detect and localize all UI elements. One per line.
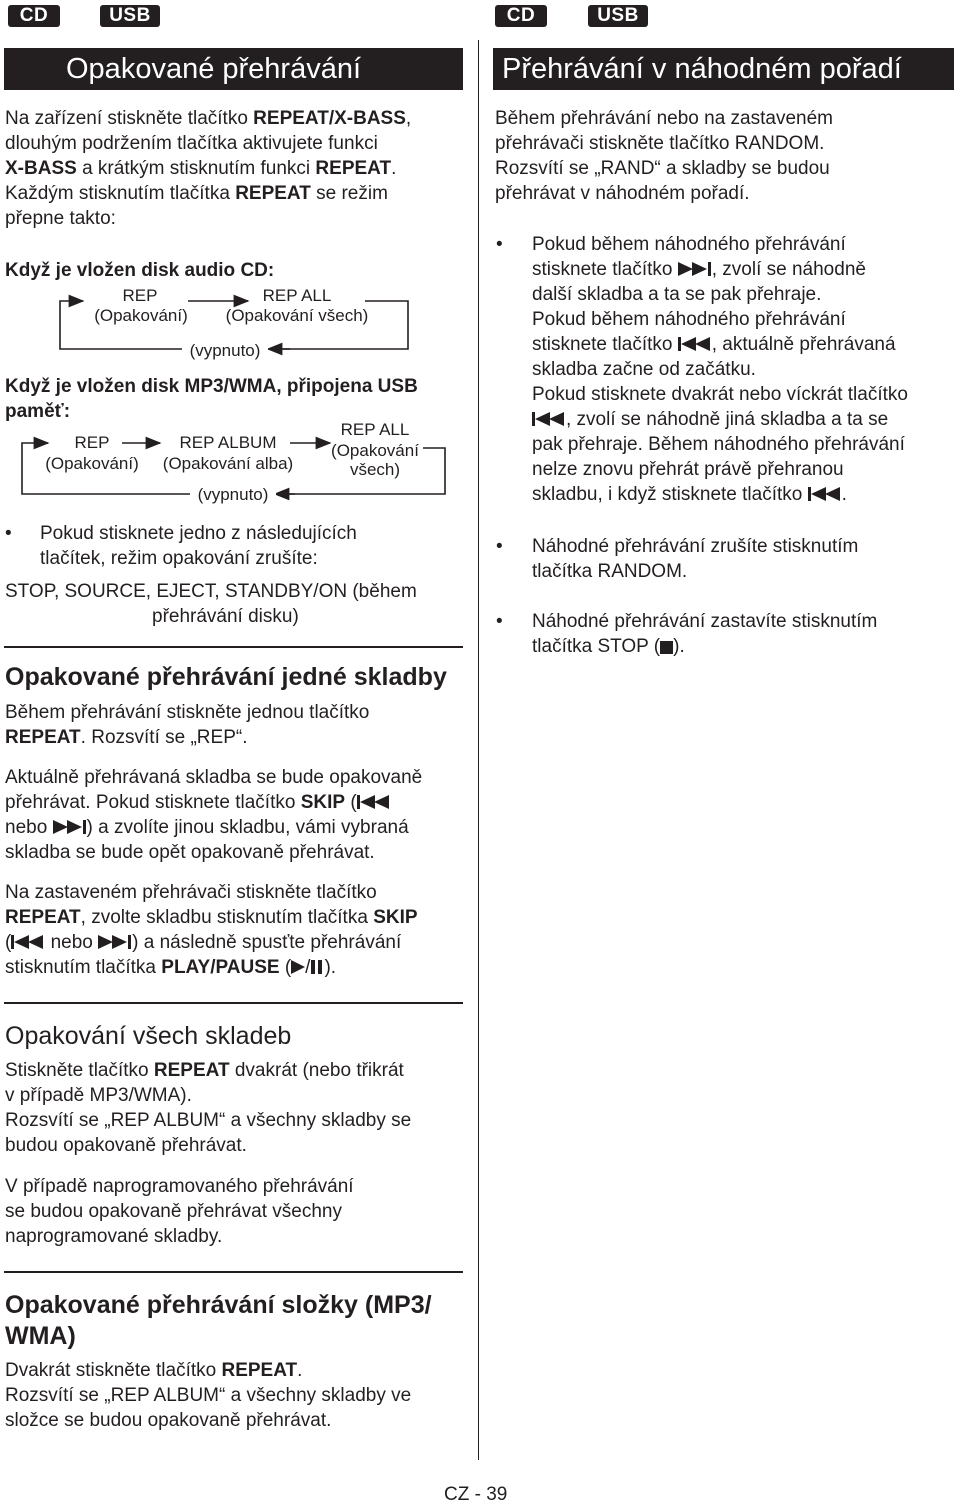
folder-line-3: složce se budou opakovaně přehrávat. [5,1410,332,1431]
rb1-line-6: skladba začne od začátku. [532,359,756,380]
folder-line-2: Rozsvítí se „REP ALBUM“ a všechny skladby ve [5,1385,412,1406]
page-number: CZ - 39 [444,1484,508,1505]
single-line-5: nebo ) a zvolíte jinou skladbu, vámi vybraná [5,817,409,838]
rb1-line-9: pak přehraje. Během náhodného přehrávání [532,434,905,455]
rb3-line-2: tlačítka STOP ( ). [532,636,685,657]
cd-badge-right: CD [495,5,547,27]
random-bullet-3-dot: • [496,611,503,632]
previous-track-icon [808,486,842,502]
mp3-rep-all-sub-2: všech) [349,460,401,479]
all-line-4: budou opakovaně přehrávat. [5,1135,247,1156]
cancel-bullet-dot: • [5,523,12,544]
single-line-9: ( nebo ) a následně spusťte přehrávání [5,932,402,953]
rb3-line-1: Náhodné přehrávání zastavíte stisknutím [532,611,878,632]
next-track-icon [53,819,87,835]
random-intro-1: Během přehrávání nebo na zastaveném [495,108,833,129]
cd-rep-sub: (Opakování) [94,306,188,325]
rb1-line-3: další skladba a ta se pak přehraje. [532,284,822,305]
divider-3 [4,1271,463,1273]
next-track-icon [98,934,132,950]
intro-line-2: dlouhým podržením tlačítka aktivujete funkci [5,133,378,154]
all-line-3: Rozsvítí se „REP ALBUM“ a všechny skladby se [5,1110,412,1131]
section-title-repeat [4,48,463,90]
divider-1 [4,646,463,648]
rb1-line-11: skladbu, i když stisknete tlačítko . [532,484,847,505]
folder-line-1: Dvakrát stiskněte tlačítko REPEAT. [5,1360,303,1381]
rb1-line-1: Pokud během náhodného přehrávání [532,234,846,255]
rb1-line-2: stisknete tlačítko , zvolí se náhodně [532,259,866,280]
mp3-mode-heading-1: Když je vložen disk MP3/WMA, připojena USB [5,376,418,397]
single-line-3: Aktuálně přehrávaná skladba se bude opakovaně [5,767,423,788]
single-line-2: REPEAT. Rozsvítí se „REP“. [5,727,248,748]
single-line-10: stisknutím tlačítka PLAY/PAUSE ( / ). [5,957,337,978]
mp3-rep-all-sub-1: (Opakování [331,441,419,460]
single-line-4: přehrávat. Pokud stisknete tlačítko SKIP ( [5,790,391,815]
single-line-1: Během přehrávání stiskněte jednou tlačítko [5,702,370,723]
random-intro-2: přehrávači stiskněte tlačítko RANDOM. [495,133,825,154]
rb2-line-2: tlačítka RANDOM. [532,561,688,582]
rb2-line-1: Náhodné přehrávání zrušíte stisknutím [532,536,859,557]
cd-rep-label: REP [122,286,158,305]
cancel-buttons-line-1: STOP, SOURCE, EJECT, STANDBY/ON (během [5,581,417,602]
mp3-rep-label: REP [74,433,110,452]
mp3-rep-sub: (Opakování) [45,454,139,473]
repeat-all-heading: Opakování všech skladeb [5,1022,292,1050]
intro-line-5: přepne takto: [5,208,116,229]
column-divider [478,40,479,1460]
cancel-bullet-line-2: tlačítek, režim opakování zrušíte: [40,548,318,569]
cancel-bullet-line-1: Pokud stisknete jedno z následujících [40,523,357,544]
section-title-random-text: Přehrávání v náhodném pořadí [502,53,902,85]
all-line-7: naprogramované skladby. [5,1226,223,1247]
single-line-7: Na zastaveném přehrávači stiskněte tlačítko [5,882,377,903]
all-line-1: Stiskněte tlačítko REPEAT dvakrát (nebo třikrát [5,1060,404,1081]
random-intro-4: přehrávat v náhodném pořadí. [495,183,750,204]
rb1-line-5: stisknete tlačítko , aktuálně přehrávaná [532,334,896,355]
random-bullet-1-dot: • [496,234,503,255]
all-line-5: V případě naprogramovaného přehrávání [5,1176,354,1197]
cancel-buttons-line-2: přehrávání disku) [152,606,299,627]
single-line-8: REPEAT, zvolte skladbu stisknutím tlačítka SKIP [5,907,418,928]
single-line-6: skladba se bude opět opakovaně přehrávat. [5,842,375,863]
folder-repeat-heading-1: Opakované přehrávání složky (MP3/ [5,1291,432,1319]
pause-icon [310,959,324,975]
all-line-2: v případě MP3/WMA). [5,1085,192,1106]
mp3-off-label: (vypnuto) [190,484,276,505]
previous-track-icon [678,336,712,352]
mp3-rep-all-label: REP ALL [340,420,410,439]
random-intro-3: Rozsvítí se „RAND“ a skladby se budou [495,158,830,179]
previous-track-icon [532,411,566,427]
intro-line-1: Na zařízení stiskněte tlačítko REPEAT/X-BASS, [5,108,412,129]
rb1-line-4: Pokud během náhodného přehrávání [532,309,846,330]
play-icon [291,959,305,975]
random-bullet-2-dot: • [496,536,503,557]
rb1-line-7: Pokud stisknete dvakrát nebo víckrát tlačítko [532,384,908,405]
mp3-rep-album-sub: (Opakování alba) [162,454,294,473]
all-line-6: se budou opakovaně přehrávat všechny [5,1201,342,1222]
cd-rep-all-label: REP ALL [262,286,332,305]
usb-badge-left: USB [100,5,160,27]
intro-line-4: Každým stisknutím tlačítka REPEAT se režim [5,183,388,204]
divider-2 [4,1002,463,1004]
mp3-rep-album-label: REP ALBUM [179,433,277,452]
next-track-icon [678,261,712,277]
single-repeat-heading: Opakované přehrávání jedné skladby [5,663,447,691]
rb1-line-8: , zvolí se náhodně jiná skladba a ta se [532,407,888,432]
previous-track-icon [11,934,45,950]
previous-track-icon [357,794,391,810]
section-title-random [493,48,954,90]
intro-line-3: X-BASS a krátkým stisknutím funkci REPEAT. [5,158,397,179]
mp3-mode-heading-2: paměť: [5,401,71,422]
section-title-repeat-text: Opakované přehrávání [66,53,362,85]
cd-badge-left: CD [8,5,60,27]
cd-mode-heading: Když je vložen disk audio CD: [5,260,275,281]
cd-rep-all-sub: (Opakování všech) [225,306,369,325]
usb-badge-right: USB [588,5,648,27]
folder-repeat-heading-2: WMA) [5,1322,76,1350]
rb1-line-10: nelze znovu přehrát právě přehranou [532,459,844,480]
stop-icon [660,640,673,654]
cd-off-label: (vypnuto) [182,340,268,361]
